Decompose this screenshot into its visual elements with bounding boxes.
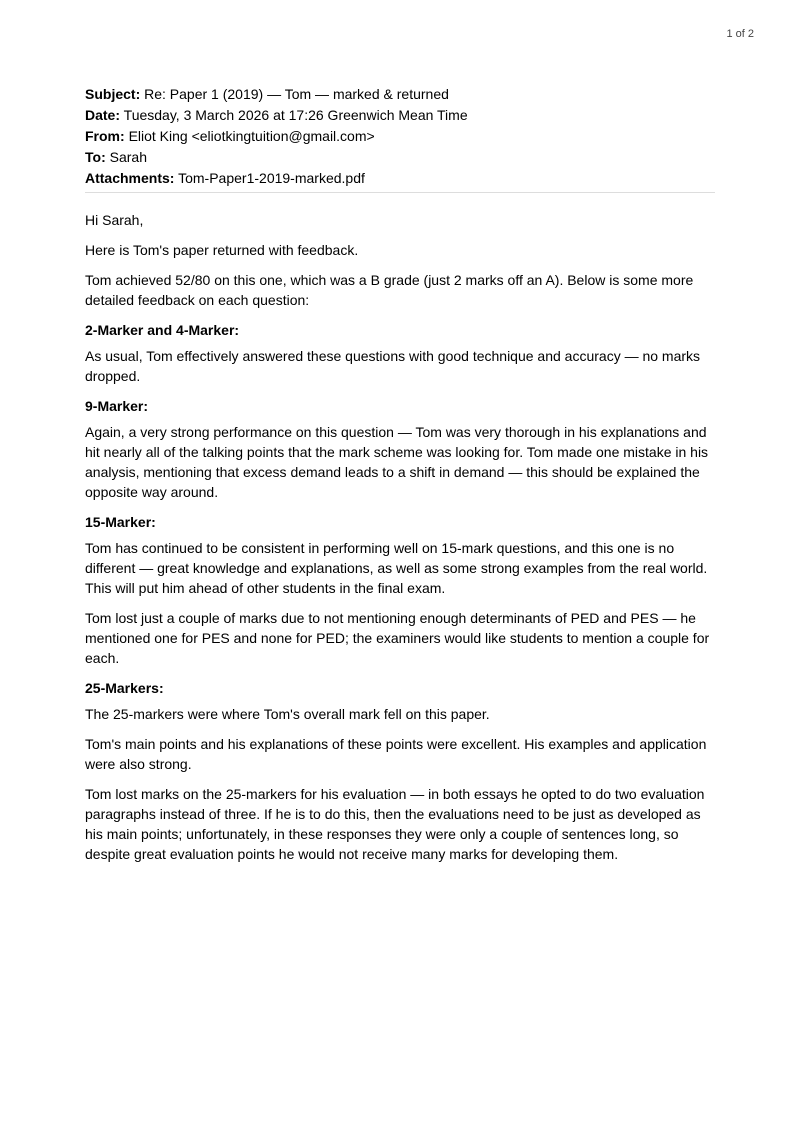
intro-paragraph: Here is Tom's paper returned with feedback. [85,242,359,258]
section-heading-9-marker: 9-Marker: [85,398,149,414]
to-row [85,147,715,168]
date-value: Tuesday, 3 March 2026 at 17:26 Greenwich Mean Time [123,107,468,123]
subject-label: Subject: [85,86,141,102]
section-paragraph: As usual, Tom effectively answered these questions with good technique and accuracy — no marks dropped. [85,348,701,384]
page-number: 1 of 2 [726,28,754,40]
section-paragraph: The 25-markers were where Tom's overall mark fell on this paper. [85,706,490,722]
header-divider [85,192,715,193]
section-paragraph: Tom has continued to be consistent in performing well on 15-mark questions, and this one is no different — great knowledge and explanations, as well as some strong examples from the real world. This will put him ahead of other students in the final exam. [85,540,708,596]
from-row [85,126,715,147]
attachment-link[interactable]: Tom-Paper1-2019-marked.pdf [178,170,365,186]
section-paragraph: Tom's main points and his explanations of these points were excellent. His examples and application were also strong. [85,736,707,772]
greeting: Hi Sarah, [85,212,144,228]
section-heading-2-4-marker: 2-Marker and 4-Marker: [85,322,240,338]
section-paragraph: Again, a very strong performance on this question — Tom was very thorough in his explanations and hit nearly all of the talking points that the mark scheme was looking for. Tom made one mistake in his analysis, mentioning that excess demand leads to a shift in demand — this should be explained the opposite way around. [85,424,709,500]
section-paragraph: Tom lost just a couple of marks due to not mentioning enough determinants of PED and PES — he mentioned one for PES and none for PED; the examiners would like students to mention a couple for each. [85,610,710,666]
date-row [85,105,715,126]
section-heading-25-markers: 25-Markers: [85,680,164,696]
section-heading-15-marker: 15-Marker: [85,514,156,530]
from-label: From: [85,128,125,144]
to-value: Sarah [109,149,147,165]
from-value: Eliot King <eliotkingtuition@gmail.com> [128,128,375,144]
email-body [85,210,717,874]
attachments-label: Attachments: [85,170,175,186]
date-label: Date: [85,107,121,123]
subject-value: Re: Paper 1 (2019) — Tom — marked & returned [144,86,449,102]
email-header [85,84,715,189]
section-paragraph: Tom lost marks on the 25-markers for his evaluation — in both essays he opted to do two evaluation paragraphs instead of three. If he is to do this, then the evaluations need to be just as developed as his main points; unfortunately, in these responses they were only a couple of sentences long, so despite great evaluation points he would not receive many marks for developing them. [85,786,705,862]
attachments-row [85,168,715,189]
to-label: To: [85,149,106,165]
subject-row [85,84,715,105]
summary-paragraph: Tom achieved 52/80 on this one, which was a B grade (just 2 marks off an A). Below is some more detailed feedback on each question: [85,272,694,308]
